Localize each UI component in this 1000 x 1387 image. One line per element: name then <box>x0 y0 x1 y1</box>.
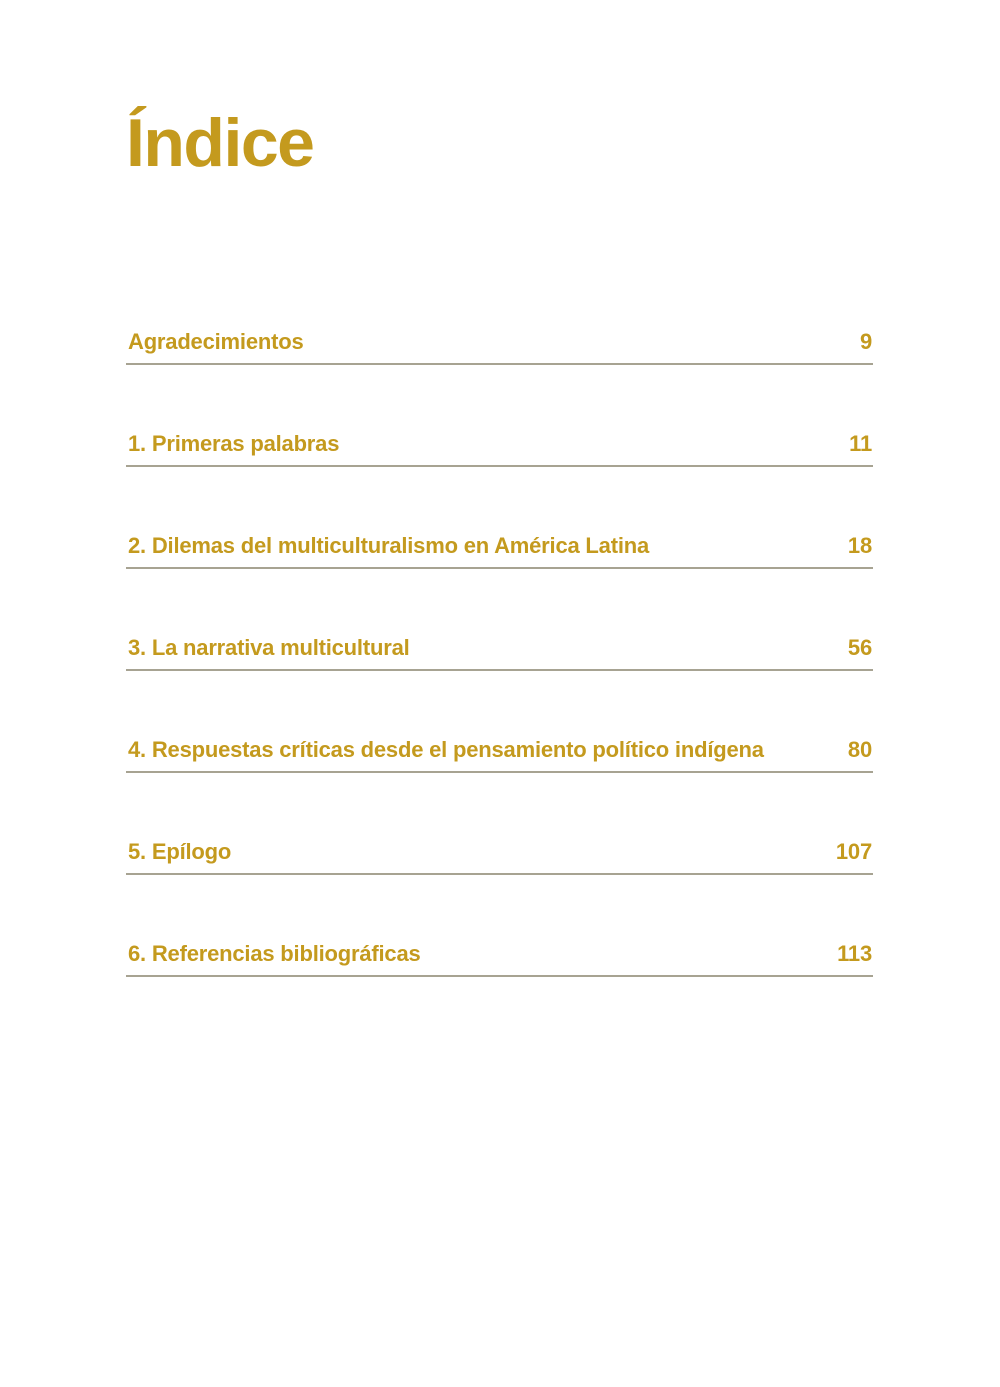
toc-entry-page-number: 107 <box>835 839 872 864</box>
toc-entry <box>126 431 873 467</box>
toc-list <box>126 329 873 1043</box>
toc-entry-page-number: 9 <box>859 329 872 354</box>
toc-entry <box>126 329 873 365</box>
toc-entry-label: 2. Dilemas del multiculturalismo en América Latina <box>128 533 650 558</box>
toc-entry-page-number: 11 <box>849 431 872 456</box>
toc-entry <box>126 737 873 773</box>
toc-entry-label: Agradecimientos <box>128 329 304 354</box>
toc-entry-label: 4. Respuestas críticas desde el pensamiento político indígena <box>128 737 764 762</box>
toc-entry-page-number: 80 <box>847 737 872 762</box>
toc-entry-label: 6. Referencias bibliográficas <box>128 941 421 966</box>
toc-entry <box>126 635 873 671</box>
toc-entry-page-number: 56 <box>847 635 872 660</box>
toc-entry-label: 5. Epílogo <box>128 839 232 864</box>
toc-entry-page-number: 18 <box>847 533 872 558</box>
toc-entry <box>126 533 873 569</box>
toc-entry-label: 1. Primeras palabras <box>128 431 340 456</box>
toc-entry <box>126 839 873 875</box>
toc-entry-page-number: 113 <box>837 941 872 966</box>
toc-entry-label: 3. La narrativa multicultural <box>128 635 410 660</box>
toc-entry <box>126 941 873 977</box>
page-title: Índice <box>126 105 314 181</box>
